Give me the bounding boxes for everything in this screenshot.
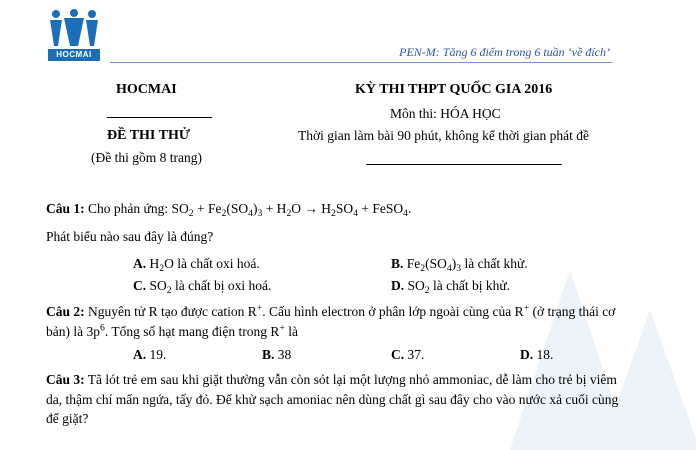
option-2a[interactable]: A. 19.: [133, 347, 167, 362]
option-1a[interactable]: A. $H_2O$ là chất oxi hoá.: [133, 256, 260, 274]
title-underline: [366, 164, 562, 165]
option-1b[interactable]: B. $Fe_2(SO_4)_3$ là chất khử.: [391, 256, 528, 274]
option-2b[interactable]: B. 38: [262, 347, 292, 362]
reaction-equation: $SO_2 + Fe_2(SO_4)_3 + H_2O \to H_2SO_4$ + FeSO$_4$.: [171, 201, 412, 219]
exam-title: KỲ THI THPT QUỐC GIA 2016: [355, 82, 553, 97]
org-underline: [107, 117, 212, 118]
exam-subject: Môn thi: HÓA HỌC: [390, 106, 501, 121]
exam-type: ĐỀ THI THỬ: [107, 128, 190, 143]
logo-text: HOCMAI: [48, 49, 100, 61]
question-label: Câu 1:: [46, 201, 85, 216]
hocmai-logo: [48, 8, 100, 64]
option-1d[interactable]: D. $SO_2$ là chất bị khử.: [391, 278, 511, 296]
question-3-line-3: để giặt?: [46, 411, 89, 426]
question-2: Câu 2: Nguyên tử R tạo được cation R+. Cấu hình electron ở phân lớp ngoài cùng của R+ (ở trạng thái cơ: [46, 302, 616, 319]
option-2d[interactable]: D. 18.: [520, 347, 554, 362]
question-1: [46, 201, 411, 217]
option-2c[interactable]: C. 37.: [391, 347, 425, 362]
tagline: PEN-M: Tăng 6 điểm trong 6 tuần ‘về đích’: [399, 45, 610, 59]
question-text: Cho phản ứng:: [88, 201, 172, 216]
exam-duration: Thời gian làm bài 90 phút, không kể thời gian phát đề: [298, 128, 589, 143]
pages-note: (Đề thi gồm 8 trang): [91, 150, 202, 165]
question-label: Câu 3:: [46, 372, 85, 387]
people-logo-icon: [48, 8, 100, 48]
question-label: Câu 2:: [46, 304, 85, 319]
question-1-prompt: Phát biểu nào sau đây là đúng?: [46, 229, 214, 244]
option-1c[interactable]: C. $SO_2$ là chất bị oxi hoá.: [133, 278, 272, 296]
header-divider: [110, 62, 612, 63]
question-3-line-2: da, thậm chí mẩn ngứa, tấy đỏ. Để khử sạch amoniac nên dùng chất gì sau đây cho vào nước xả cuối cùng: [46, 392, 619, 407]
question-2-line-2: bản) là $3p^6$. Tổng số hạt mang điện trong R+ là: [46, 322, 298, 339]
organization-name: HOCMAI: [116, 82, 177, 97]
question-3: Câu 3: Tã lót trẻ em sau khi giặt thường vẫn còn sót lại một lượng nhỏ ammoniac, dễ làm cho trẻ bị viêm: [46, 372, 617, 387]
